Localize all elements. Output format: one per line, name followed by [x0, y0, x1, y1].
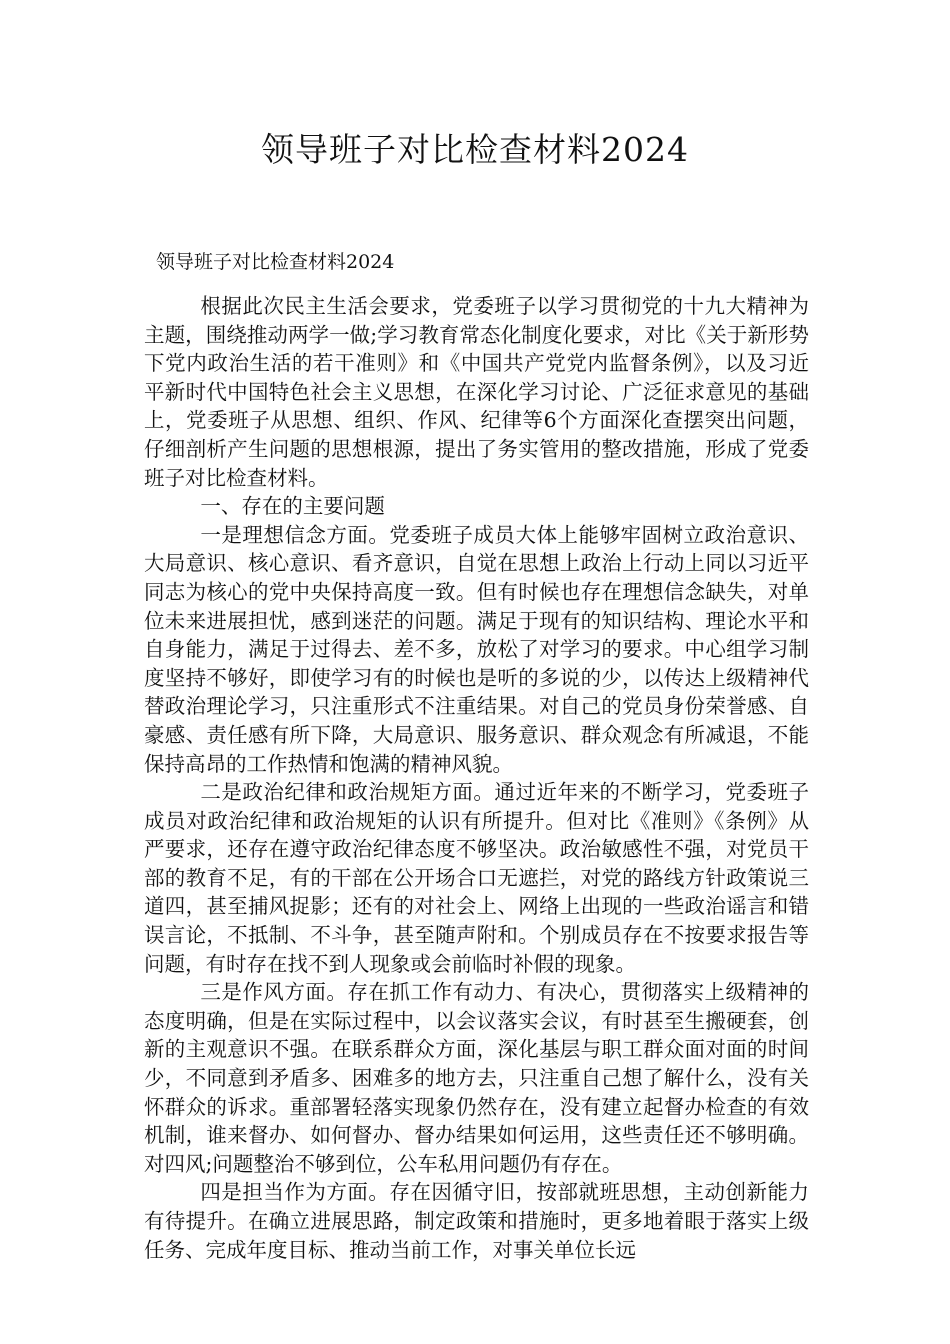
document-body	[144, 292, 809, 1264]
document-subtitle: 领导班子对比检查材料2024	[156, 251, 395, 273]
paragraph-ideals: 一是理想信念方面。党委班子成员大体上能够牢固树立政治意识、大局意识、核心意识、看齐意识，自觉在思想上政治上行动上同以习近平同志为核心的党中央保持高度一致。但有时候也存在理想信念缺失，对单位未来进展担忧，感到迷茫的问题。满足于现有的知识结构、理论水平和自身能力，满足于过得去、差不多，放松了对学习的要求。中心组学习制度坚持不够好，即使学习有的时候也是听的多说的少，以传达上级精神代替政治理论学习，只注重形式不注重结果。对自己的党员身份荣誉感、自豪感、责任感有所下降，大局意识、服务意识、群众观念有所减退，不能保持高昂的工作热情和饱满的精神风貌。	[144, 522, 809, 776]
paragraph-intro: 根据此次民主生活会要求，党委班子以学习贯彻党的十九大精神为主题，围绕推动两学一做;学习教育常态化制度化要求，对比《关于新形势下党内政治生活的若干准则》和《中国共产党党内监督条例》，以及习近平新时代中国特色社会主义思想，在深化学习讨论、广泛征求意见的基础上，党委班子从思想、组织、作风、纪律等6个方面深化查摆突出问题，仔细剖析产生问题的思想根源，提出了务实管用的整改措施，形成了党委班子对比检查材料。	[144, 294, 809, 490]
document-title: 领导班子对比检查材料2024	[261, 130, 689, 169]
paragraph-responsibility: 四是担当作为方面。存在因循守旧，按部就班思想，主动创新能力有待提升。在确立进展思路，制定政策和措施时，更多地着眼于落实上级任务、完成年度目标、推动当前工作，对事关单位长远	[144, 1180, 809, 1262]
section-heading: 一、存在的主要问题	[200, 494, 385, 519]
paragraph-style: 三是作风方面。存在抓工作有动力、有决心，贯彻落实上级精神的态度明确，但是在实际过程中，以会议落实会议，有时甚至生搬硬套，创新的主观意识不强。在联系群众方面，深化基层与职工群众面对面的时间少，不同意到矛盾多、困难多的地方去，只注重自己想了解什么，没有关怀群众的诉求。重部署轻落实现象仍然存在，没有建立起督办检查的有效机制，谁来督办、如何督办、督办结果如何运用，这些责任还不够明确。对四风;问题整治不够到位，公车私用问题仍有存在。	[144, 980, 809, 1176]
paragraph-discipline: 二是政治纪律和政治规矩方面。通过近年来的不断学习，党委班子成员对政治纪律和政治规矩的认识有所提升。但对比《准则》《条例》从严要求，还存在遵守政治纪律态度不够坚决。政治敏感性不强，对党员干部的教育不足，有的干部在公开场合口无遮拦，对党的路线方针政策说三道四，甚至捕风捉影；还有的对社会上、网络上出现的一些政治谣言和错误言论，不抵制、不斗争，甚至随声附和。个别成员存在不按要求报告等问题，有时存在找不到人现象或会前临时补假的现象。	[144, 780, 809, 976]
